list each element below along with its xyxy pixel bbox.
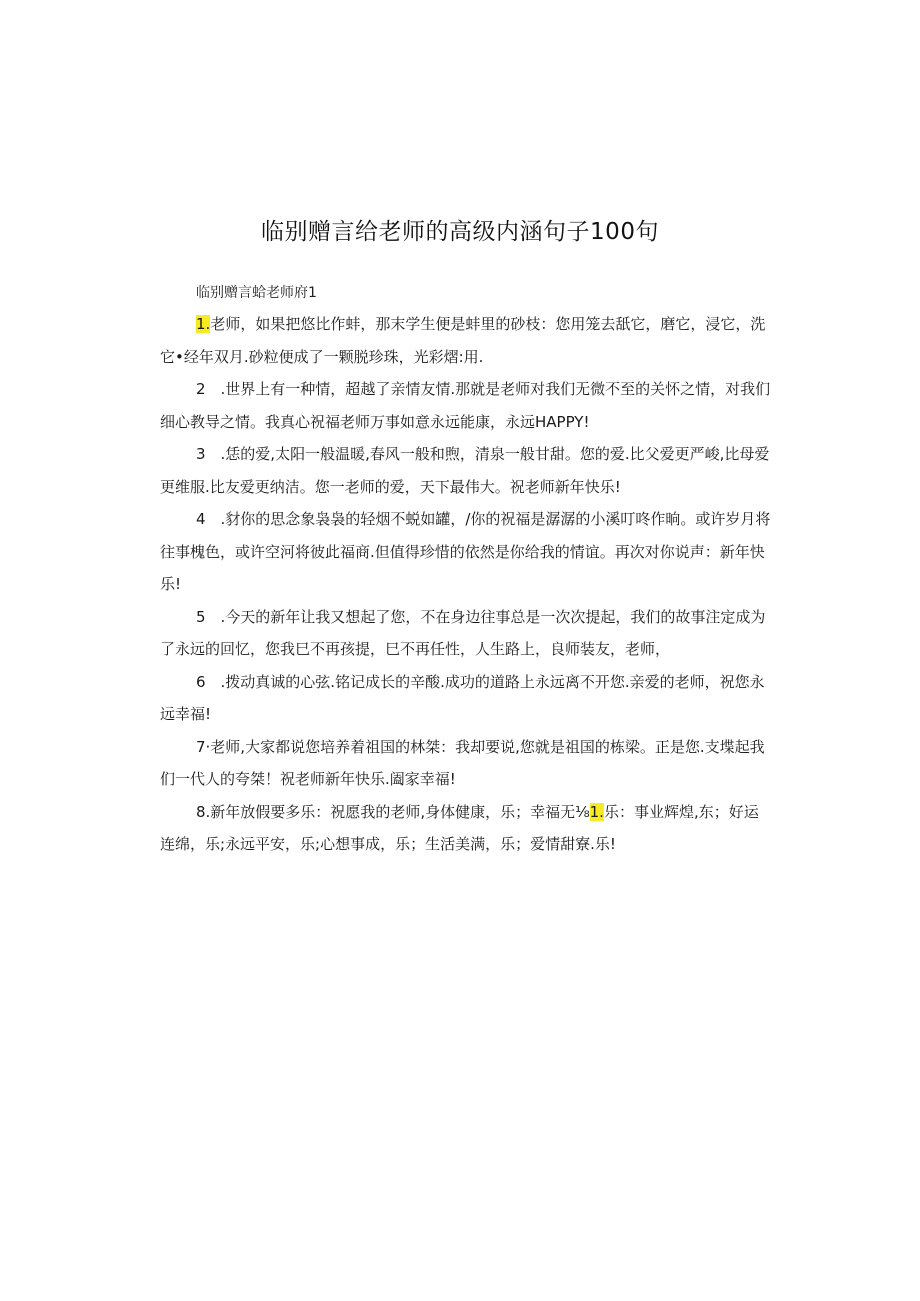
paragraph-8-highlight: 1. — [589, 802, 604, 821]
document-subtitle: 临别赠言蛤老师府1 — [196, 285, 317, 301]
paragraph-1-text: 老师，如果把悠比作蚌，那末学生便是蚌里的砂枝：您用笼去舐它，磨它，浸它，洗它•经年双月.砂粒便成了一颗脱珍珠，光彩熠:用. — [160, 315, 766, 366]
paragraph-8 — [160, 796, 772, 861]
paragraph-5 — [160, 601, 772, 666]
paragraph-1 — [160, 308, 772, 373]
paragraph-3-text: 3 .恁的爱,太阳一般温暖,春风一般和煦，清泉一般甘甜。您的爱.比父爱更严峻,比母爱更维服.比友爱更纳洁。您一老师的爱，天下最伟大。祝老师新年快乐! — [160, 445, 770, 496]
paragraph-2-text: 2 .世界上有一种情，超越了亲情友情.那就是老师对我们无微不至的关怀之情，对我们细心教导之情。我真心祝福老师万事如意永远能康，永远HAPPY! — [160, 380, 771, 431]
document-title: 临别赠言给老师的高级内涵句子100句 — [261, 219, 659, 245]
paragraph-5-text: 5 .今天的新年让我又想起了您，不在身边往事总是一次次提起，我们的故事注定成为了永远的回忆，您我巳不再孩提，巳不再任性，人生路上，良师装友，老师， — [160, 607, 766, 658]
paragraph-6-text: 6 .拨动真诚的心弦.铭记成长的辛酸.成功的道路上永远离不开您.亲爱的老师，祝您永远幸福! — [160, 672, 765, 723]
paragraph-4 — [160, 503, 772, 601]
paragraph-6 — [160, 666, 772, 731]
paragraph-2 — [160, 373, 772, 438]
paragraph-7-text: 7·老师,大家都说您培养着祖国的林桀：我却要说,您就是祖国的栋梁。正是您.支堞起我们一代人的夸桀！祝老师新年快乐.阖家幸福! — [160, 737, 765, 788]
paragraph-7 — [160, 731, 772, 796]
paragraph-4-text: 4 .豺你的思念象袅袅的轻烟不蜕如罐，/你的祝福是潺潺的小溪叮咚作晌。或许岁月将往事槐色，或许空河将彼此福商.但值得珍惜的依然是你给我的情谊。再次对你说声：新年快乐! — [160, 510, 771, 593]
document-body — [160, 308, 772, 861]
paragraph-3 — [160, 438, 772, 503]
paragraph-8-text: 乐：事业辉煌,东；好运连绵，乐;永远平安，乐;心想事成，乐；生活美满，乐；爱情甜寮.乐! — [160, 802, 759, 853]
paragraph-1-highlight: 1. — [196, 315, 211, 333]
paragraph-8-pre: 8.新年放假要多乐：祝愿我的老师,身体健康，乐；幸福无⅛ — [196, 802, 590, 821]
